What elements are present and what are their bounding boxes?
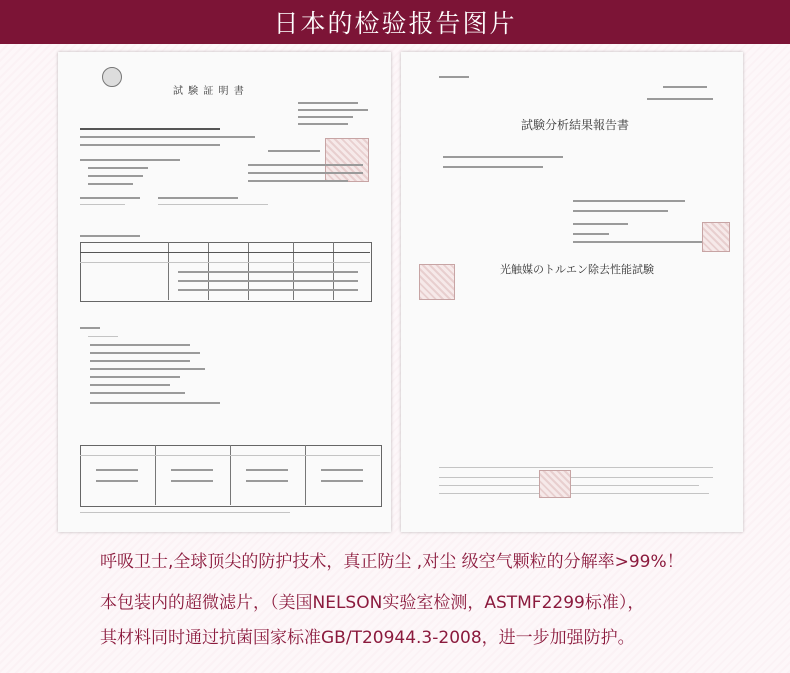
analysis-report-document [401,52,743,532]
certification-seal-icon [102,67,122,87]
title-banner [0,0,790,44]
description-line: 其材料同时通过抗菌国家标准GB/T20944.3-2008，进一步加强防护。 [100,628,635,648]
company-seal-stamp [702,222,730,252]
report-subtitle: 光触媒のトルエン除去性能試験 [500,263,654,276]
banner-title: 日本的检验报告图片 [273,9,517,38]
organization-stamp [325,138,369,182]
certificate-title: 試 験 証 明 書 [173,86,245,97]
description-line: 本包装内的超微滤片，（美国NELSON实验室检测，ASTMF2299标准）， [100,593,645,613]
test-certificate-document [58,52,391,532]
side-seal-stamp [419,264,455,300]
footer-seal-stamp [539,470,571,498]
description-line: 呼吸卫士,全球顶尖的防护技术，真正防尘 ,对尘 级空气颗粒的分解率>99%！ [100,552,684,572]
report-title: 試験分析結果報告書 [521,118,630,132]
